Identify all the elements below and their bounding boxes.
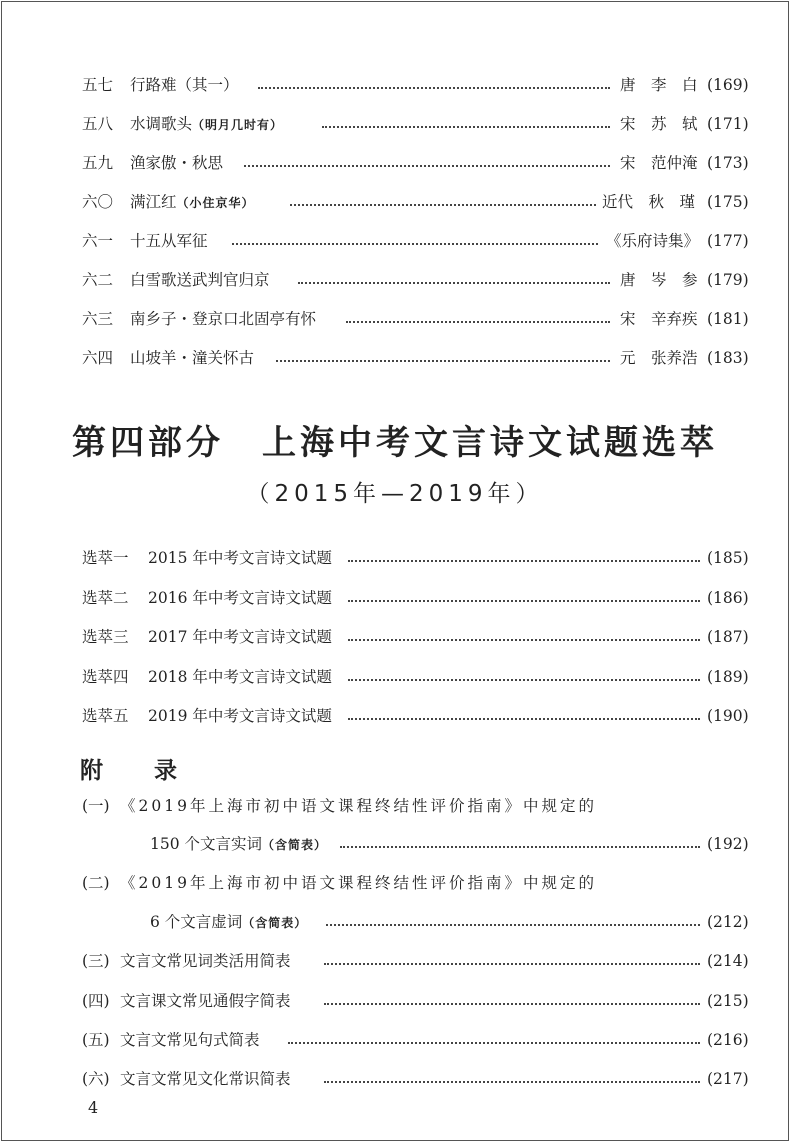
entry-number: 五七: [82, 76, 114, 94]
entry-title: 水调歌头（明月几时有）: [130, 115, 284, 133]
entry-page: (217): [707, 1070, 749, 1088]
entry-author: 宋 苏 轼: [620, 115, 698, 133]
entry-title: 文言文常见句式简表: [120, 1031, 260, 1049]
entry-number: 选萃三: [82, 628, 129, 646]
section-subheading: （2015年—2019年）: [246, 481, 544, 507]
leader-dots: [348, 639, 700, 641]
leader-dots: [298, 282, 610, 284]
leader-dots: [348, 600, 700, 602]
entry-author: 近代 秋 瑾: [602, 193, 696, 211]
entry-number: (三): [82, 952, 110, 970]
leader-dots: [348, 679, 700, 681]
entry-page: (171): [707, 115, 749, 133]
toc-entry[interactable]: [0, 585, 790, 611]
entry-note: （明月几时有）: [192, 118, 284, 132]
entry-page: (189): [707, 668, 749, 686]
entry-page: (173): [707, 154, 749, 172]
entry-page: (215): [707, 992, 749, 1010]
entry-title: 2016 年中考文言诗文试题: [148, 589, 332, 607]
entry-title: 文言文常见词类活用简表: [120, 952, 291, 970]
entry-page: (179): [707, 271, 749, 289]
toc-entry[interactable]: [0, 228, 790, 254]
toc-entry[interactable]: [0, 111, 790, 137]
toc-entry[interactable]: [0, 189, 790, 215]
entry-number: 选萃一: [82, 549, 129, 567]
entry-title: 山坡羊・潼关怀古: [130, 349, 255, 367]
toc-entry[interactable]: [0, 545, 790, 571]
page-number: 4: [88, 1098, 99, 1117]
entry-page: (187): [707, 628, 749, 646]
entry-title: 文言文常见文化常识简表: [120, 1070, 291, 1088]
entry-source: 《乐府诗集》: [606, 232, 700, 250]
entry-number: (一): [82, 797, 110, 815]
leader-dots: [258, 87, 610, 89]
entry-number: 选萃二: [82, 589, 129, 607]
entry-title: 文言课文常见通假字简表: [120, 992, 291, 1010]
entry-title: 150 个文言实词（含简表）: [150, 835, 328, 853]
entry-title: 行路难（其一）: [130, 76, 239, 94]
entry-title: 《2019年上海市初中语文课程终结性评价指南》中规定的: [120, 797, 597, 815]
leader-dots: [232, 243, 598, 245]
entry-number: 选萃五: [82, 707, 129, 725]
entry-author: 唐 李 白: [620, 76, 698, 94]
leader-dots: [326, 924, 700, 926]
entry-note: （其一）: [176, 76, 239, 94]
toc-entry[interactable]: [0, 345, 790, 371]
toc-entry[interactable]: [0, 150, 790, 176]
toc-entry[interactable]: [0, 306, 790, 332]
leader-dots: [340, 846, 700, 848]
entry-title: 白雪歌送武判官归京: [130, 271, 270, 289]
entry-page: (181): [707, 310, 749, 328]
entry-number: 五九: [82, 154, 114, 172]
section-heading: 第四部分 上海中考文言诗文试题选萃: [72, 423, 718, 463]
entry-note: （含简表）: [262, 838, 328, 852]
entry-note: （含简表）: [242, 916, 308, 930]
entry-page: (177): [707, 232, 749, 250]
toc-entry[interactable]: [0, 793, 790, 819]
entry-title: 2015 年中考文言诗文试题: [148, 549, 332, 567]
toc-entry[interactable]: [0, 948, 790, 974]
entry-author: 元 张养浩: [620, 349, 698, 367]
entry-number: 五八: [82, 115, 114, 133]
toc-entry[interactable]: [0, 1066, 790, 1092]
entry-title: 满江红（小住京华）: [130, 193, 255, 211]
entry-page: (169): [707, 76, 749, 94]
entry-number: 六四: [82, 349, 114, 367]
entry-page: (192): [707, 835, 749, 853]
entry-page: (186): [707, 589, 749, 607]
entry-page: (212): [707, 913, 749, 931]
entry-number: (五): [82, 1031, 110, 1049]
toc-entry-continuation[interactable]: [0, 909, 790, 935]
leader-dots: [324, 963, 700, 965]
entry-title: 渔家傲・秋思: [130, 154, 224, 172]
entry-number: (二): [82, 874, 110, 892]
leader-dots: [288, 1042, 700, 1044]
entry-page: (214): [707, 952, 749, 970]
toc-entry[interactable]: [0, 1027, 790, 1053]
toc-entry[interactable]: [0, 664, 790, 690]
appendix-heading: 附 录: [80, 757, 191, 784]
leader-dots: [324, 1081, 700, 1083]
entry-number: 六二: [82, 271, 114, 289]
entry-title: 6 个文言虚词（含简表）: [150, 913, 308, 931]
toc-entry[interactable]: [0, 988, 790, 1014]
entry-number: (四): [82, 992, 110, 1010]
entry-author: 宋 辛弃疾: [620, 310, 698, 328]
entry-number: 六三: [82, 310, 114, 328]
toc-entry[interactable]: [0, 267, 790, 293]
toc-entry[interactable]: [0, 624, 790, 650]
entry-note: （小住京华）: [176, 196, 255, 210]
entry-number: 六一: [82, 232, 114, 250]
leader-dots: [348, 718, 700, 720]
toc-entry[interactable]: [0, 870, 790, 896]
entry-page: (185): [707, 549, 749, 567]
toc-entry[interactable]: [0, 703, 790, 729]
entry-page: (190): [707, 707, 749, 725]
entry-author: 宋 范仲淹: [620, 154, 698, 172]
entry-page: (175): [707, 193, 749, 211]
leader-dots: [290, 204, 596, 206]
entry-title: 2019 年中考文言诗文试题: [148, 707, 332, 725]
leader-dots: [322, 126, 610, 128]
leader-dots: [348, 560, 700, 562]
entry-title: 2017 年中考文言诗文试题: [148, 628, 332, 646]
leader-dots: [276, 360, 610, 362]
entry-page: (216): [707, 1031, 749, 1049]
entry-title: 《2019年上海市初中语文课程终结性评价指南》中规定的: [120, 874, 597, 892]
leader-dots: [324, 1003, 700, 1005]
toc-entry-continuation[interactable]: [0, 831, 790, 857]
leader-dots: [244, 165, 610, 167]
entry-title: 2018 年中考文言诗文试题: [148, 668, 332, 686]
entry-title: 十五从军征: [130, 232, 208, 250]
entry-number: 六〇: [82, 193, 114, 211]
toc-entry[interactable]: [0, 72, 790, 98]
entry-number: (六): [82, 1070, 110, 1088]
entry-number: 选萃四: [82, 668, 129, 686]
entry-page: (183): [707, 349, 749, 367]
entry-author: 唐 岑 参: [620, 271, 698, 289]
leader-dots: [346, 321, 610, 323]
entry-title: 南乡子・登京口北固亭有怀: [130, 310, 317, 328]
